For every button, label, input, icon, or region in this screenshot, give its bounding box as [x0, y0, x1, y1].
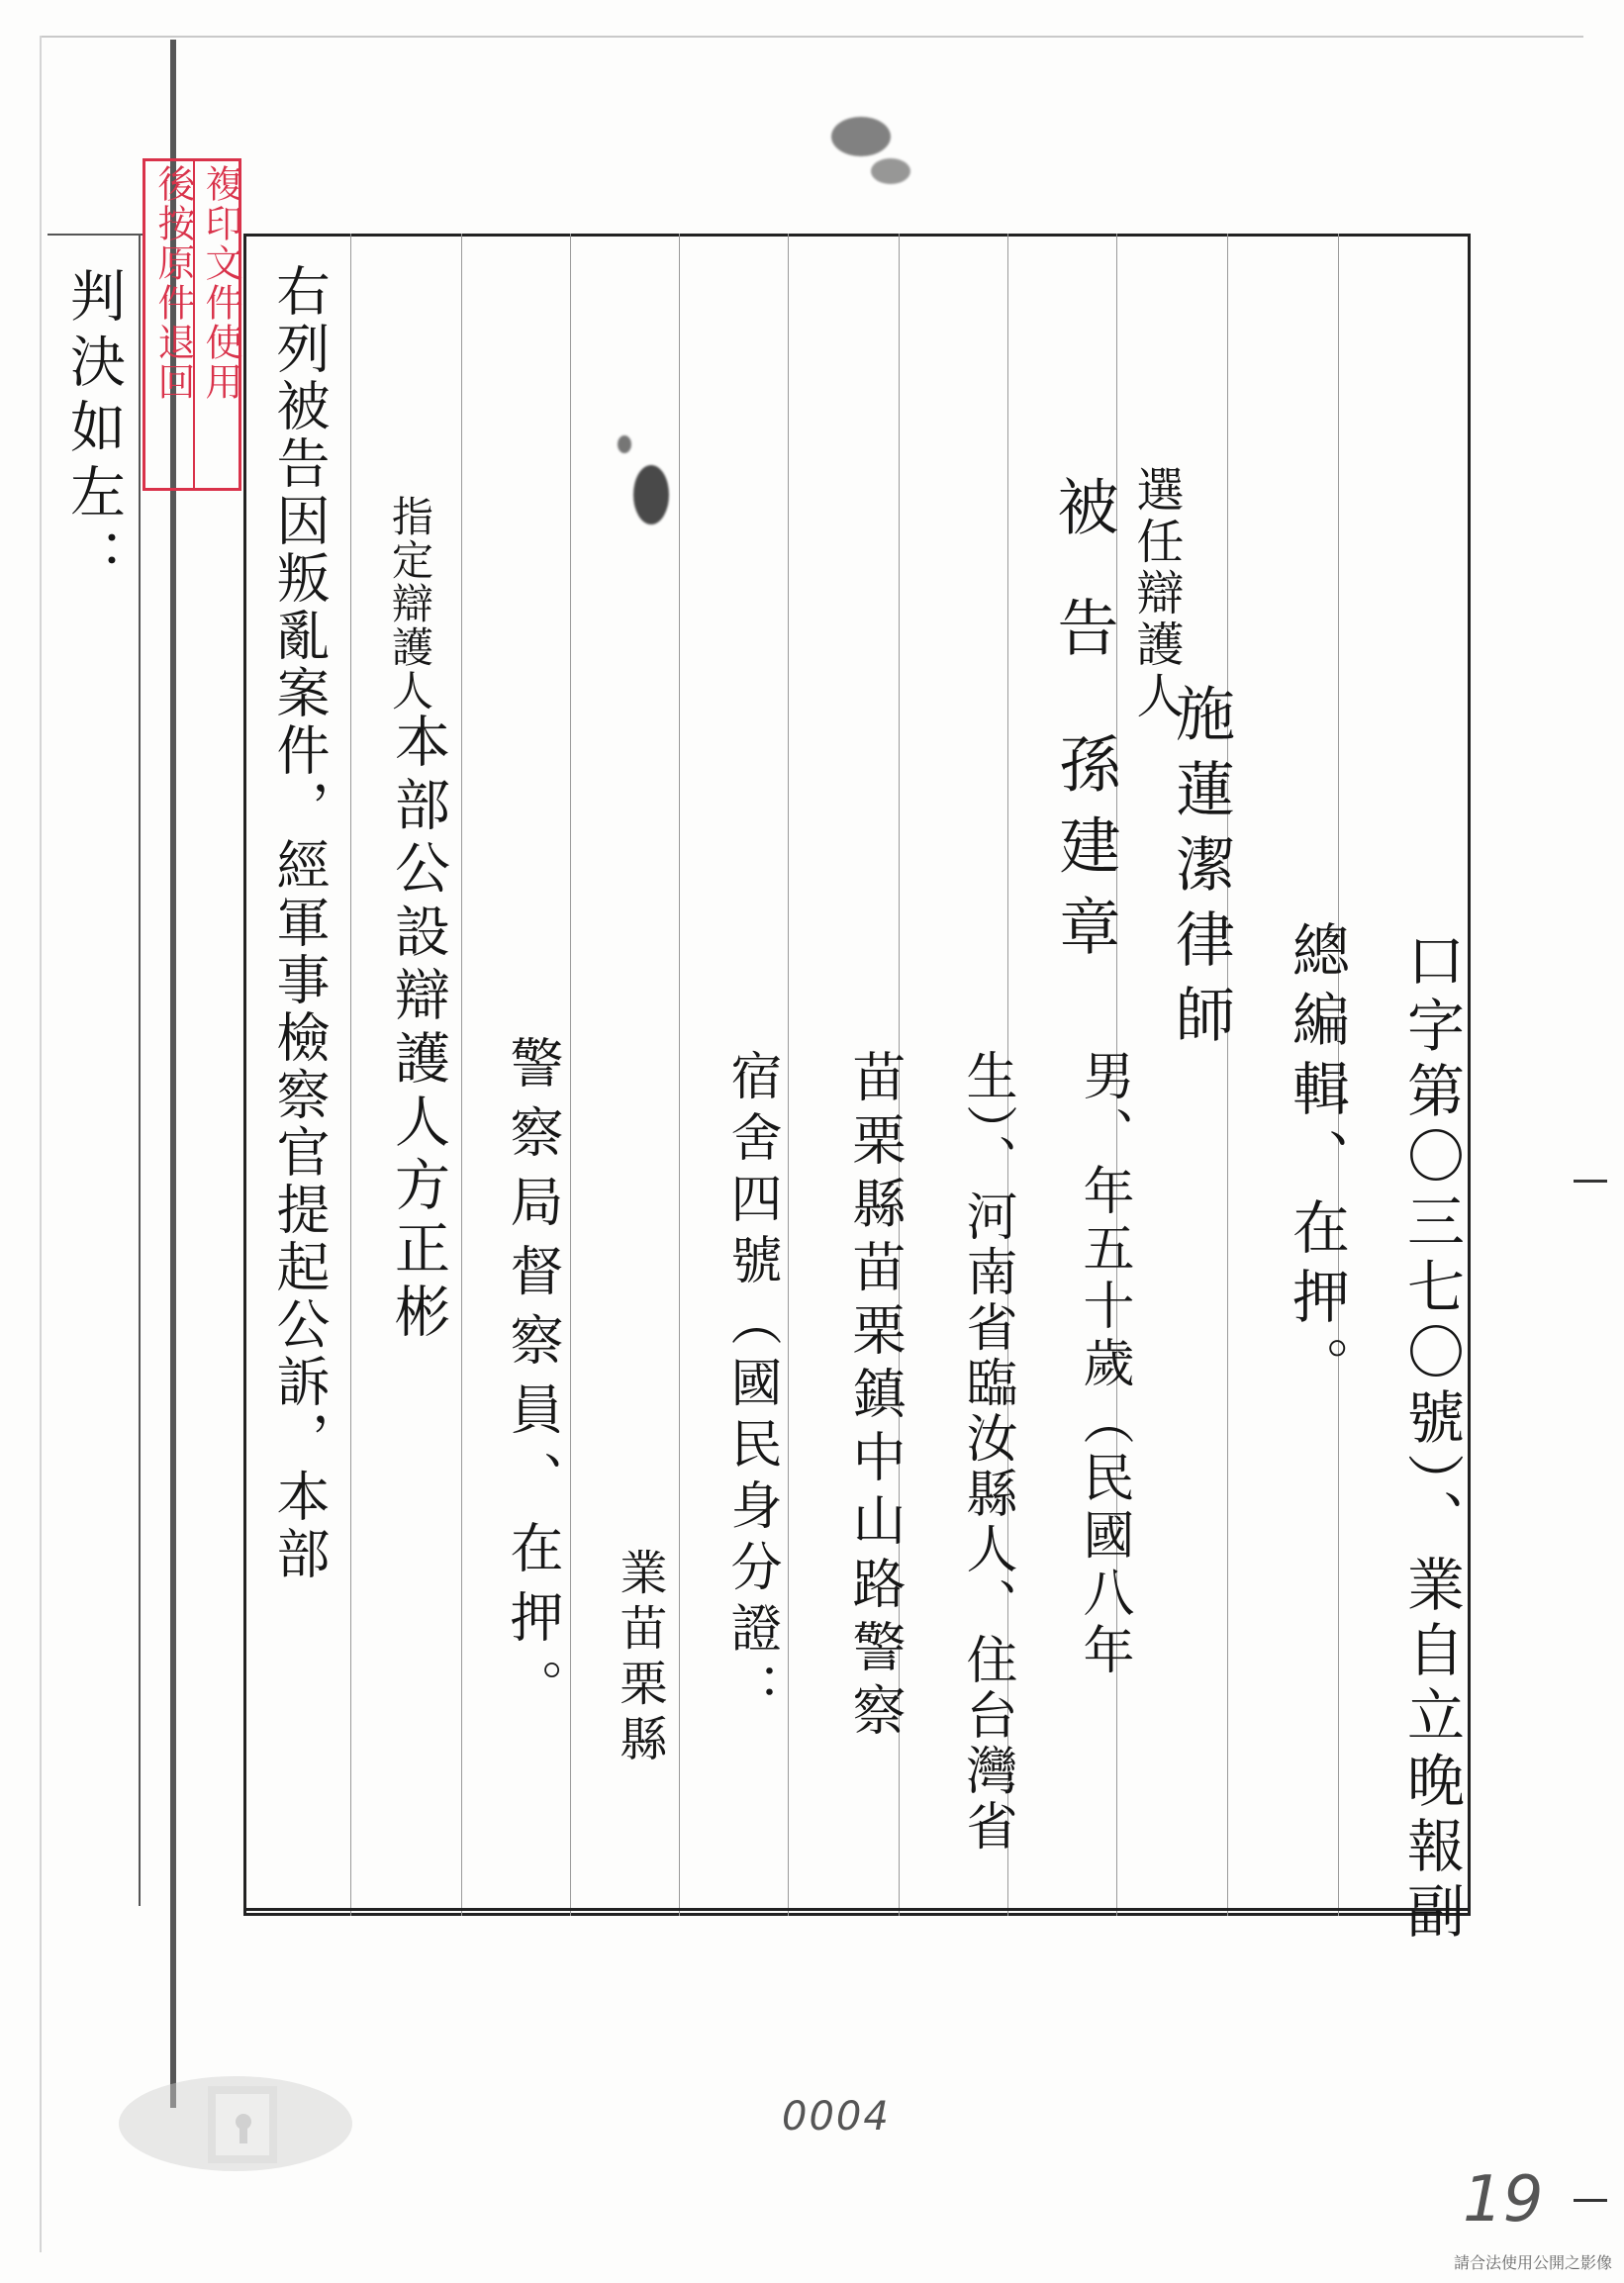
- margin-tick: [1574, 2199, 1607, 2202]
- defendant-occupation-2: 警察局督察員、在押。: [502, 1035, 564, 1728]
- column-rule: [461, 234, 462, 1916]
- stamp-text-right: 複印文件使用: [199, 164, 242, 402]
- appointed-counsel-label: 指定辯護人: [386, 495, 434, 713]
- defendant-details-1: 男、年五十歲（民國八年: [1074, 1049, 1133, 1680]
- defense-counsel-name: 施蓮潔律師: [1166, 683, 1235, 1059]
- defendant-details-2: 生）、河南省臨汝縣人、住台灣省: [957, 1049, 1016, 1855]
- archive-logo-watermark: [117, 2064, 354, 2173]
- column-rule: [679, 234, 680, 1916]
- defendant-label: 被告: [1047, 475, 1119, 716]
- defendant-address-1: 苗栗縣苗栗鎮中山路警察: [844, 1049, 907, 1746]
- scan-edge-left: [40, 36, 42, 2252]
- defendant-name: 孫建章: [1049, 732, 1121, 976]
- margin-note: 判決如左：: [61, 267, 126, 594]
- scan-edge-top: [40, 36, 1583, 38]
- form-bottom-rule: [243, 1908, 1471, 1911]
- ink-smudge: [871, 158, 910, 184]
- margin-rule: [139, 234, 141, 1906]
- defendant-address-2: 宿舍四號（國民身分證：: [721, 1049, 781, 1724]
- defendant-occupation-1: 業苗栗縣: [612, 1548, 667, 1769]
- margin-tick: [1574, 1180, 1607, 1183]
- margin-top-rule: [48, 234, 144, 236]
- ink-smudge: [831, 117, 891, 156]
- archive-number: 0004: [782, 2094, 891, 2140]
- judgment-body: 右列被告因叛亂案件，經軍事檢察官提起公訴，本部: [268, 263, 331, 1583]
- page-number: 19: [1463, 2163, 1544, 2236]
- appointed-counsel-name: 本部公設辯護人方正彬: [386, 713, 450, 1346]
- text-column-2: 總編輯、在押。: [1283, 920, 1350, 1405]
- stamp-text-left: 後按原件退回: [151, 164, 195, 402]
- column-rule: [350, 234, 351, 1916]
- column-rule: [1227, 234, 1228, 1916]
- retained-counsel-label: 選任辯護人: [1128, 465, 1184, 722]
- text-column-1: 口字第〇三七〇號）、業自立晚報副: [1397, 930, 1465, 1947]
- usage-notice: 請合法使用公開之影像: [1453, 2253, 1612, 2272]
